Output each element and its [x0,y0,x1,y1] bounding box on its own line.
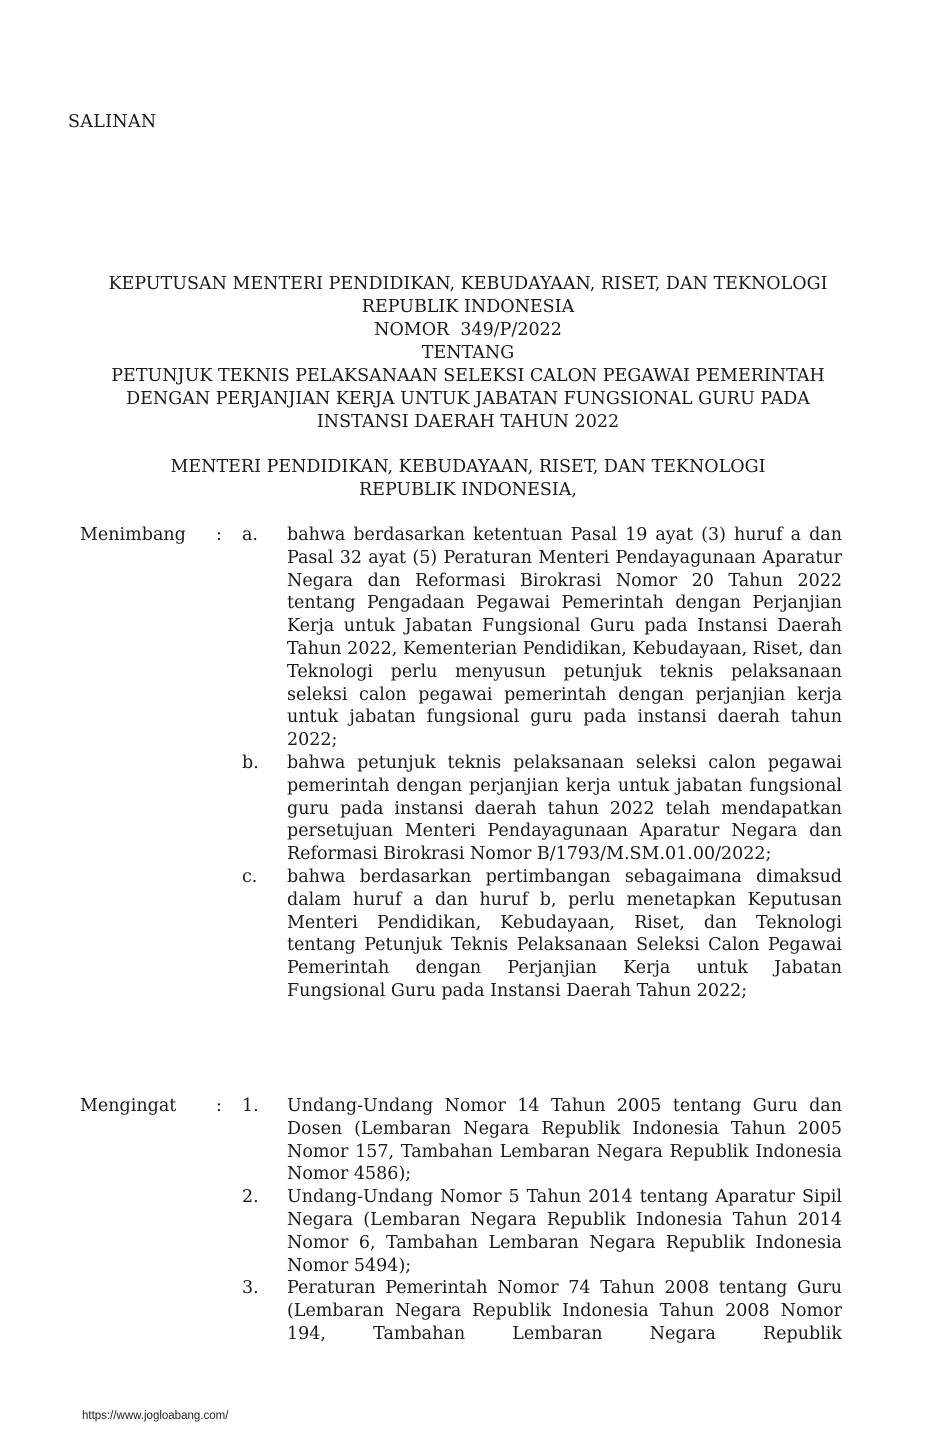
mengingat-colon: : [216,1096,222,1116]
menimbang-item [0,866,936,1003]
issuer-line: REPUBLIK INDONESIA, [359,480,577,500]
item-text: bahwa berdasarkan pertimbangan sebagaimana dimaksud dalam huruf a dan huruf b, perlu menetapkan Keputusan Menteri Pendidikan, Kebudayaan, Riset, dan Teknologi tentang Petunjuk Teknis Pelaksanaan Seleksi Calon Pegawai Pemerintah dengan Perjanjian Kerja untuk Jabatan Fungsional Guru pada Instansi Daerah Tahun 2022; [287,866,842,1001]
item-text: bahwa berdasarkan ketentuan Pasal 19 ayat (3) huruf a dan Pasal 32 ayat (5) Peraturan Menteri Pendayagunaan Aparatur Negara dan Reformasi Birokrasi Nomor 20 Tahun 2022 tentang Pengadaan Pegawai Pemerintah dengan Perjanjian Kerja untuk Jabatan Fungsional Guru pada Instansi Daerah Tahun 2022, Kementerian Pendidikan, Kebudayaan, Riset, dan Teknologi perlu menyusun petunjuk teknis pelaksanaan seleksi calon pegawai pemerintah dengan perjanjian kerja untuk jabatan fungsional guru pada instansi daerah tahun 2022; [287,525,842,751]
issuer-heading [0,456,936,502]
decree-title-line: TENTANG [421,343,515,363]
item-marker: 2. [242,1187,259,1208]
item-marker: 1. [242,1096,259,1116]
item-text: Undang-Undang Nomor 14 Tahun 2005 tentang Guru dan Dosen (Lembaran Negara Republik Indonesia Tahun 2005 Nomor 157, Tambahan Lembaran Negara Republik Indonesia Nomor 4586); [287,1096,842,1185]
footer-url-link[interactable]: https://www.jogloabang.com/ [82,1410,229,1422]
mengingat-item [0,1277,936,1345]
item-marker: c. [242,866,258,887]
decree-number: NOMOR 349/P/2022 [374,320,562,340]
decree-title-line: REPUBLIK INDONESIA [361,297,575,317]
item-text: Peraturan Pemerintah Nomor 74 Tahun 2008 tentang Guru (Lembaran Negara Republik Indonesia Tahun 2008 Nomor 194, Tambahan Lembaran Negara Republik [287,1278,842,1344]
item-text: bahwa petunjuk teknis pelaksanaan seleksi calon pegawai pemerintah dengan perjanjian kerja untuk jabatan fungsional guru pada instansi daerah tahun 2022 telah mendapatkan persetujuan Menteri Pendayagunaan Aparatur Negara dan Reformasi Birokrasi Nomor B/1793/M.SM.01.00/2022; [287,752,842,865]
menimbang-section [0,524,936,1003]
menimbang-item [0,524,936,752]
issuer-line: MENTERI PENDIDIKAN, KEBUDAYAAN, RISET, DAN TEKNOLOGI [170,457,766,477]
item-marker: a. [242,525,258,545]
mengingat-section [0,1095,936,1346]
item-marker: 3. [242,1278,259,1299]
mengingat-item [0,1186,936,1277]
decree-subject-line: PETUNJUK TEKNIS PELAKSANAAN SELEKSI CALON PEGAWAI PEMERINTAH [111,366,825,386]
mengingat-label: Mengingat [80,1096,177,1116]
mengingat-item [0,1095,936,1186]
decree-subject-line: INSTANSI DAERAH TAHUN 2022 [316,412,620,432]
item-marker: b. [242,752,259,773]
menimbang-colon: : [216,525,222,545]
menimbang-item [0,752,936,866]
item-text: Undang-Undang Nomor 5 Tahun 2014 tentang Aparatur Sipil Negara (Lembaran Negara Republik Indonesia Tahun 2014 Nomor 6, Tambahan Lembaran Negara Republik Indonesia Nomor 5494); [287,1187,842,1276]
decree-subject-line: DENGAN PERJANJIAN KERJA UNTUK JABATAN FUNGSIONAL GURU PADA [126,389,810,409]
decree-title-line: KEPUTUSAN MENTERI PENDIDIKAN, KEBUDAYAAN, RISET, DAN TEKNOLOGI [108,274,828,294]
salinan-label: SALINAN [68,112,157,132]
decree-title [0,273,936,434]
menimbang-label: Menimbang [80,525,186,545]
